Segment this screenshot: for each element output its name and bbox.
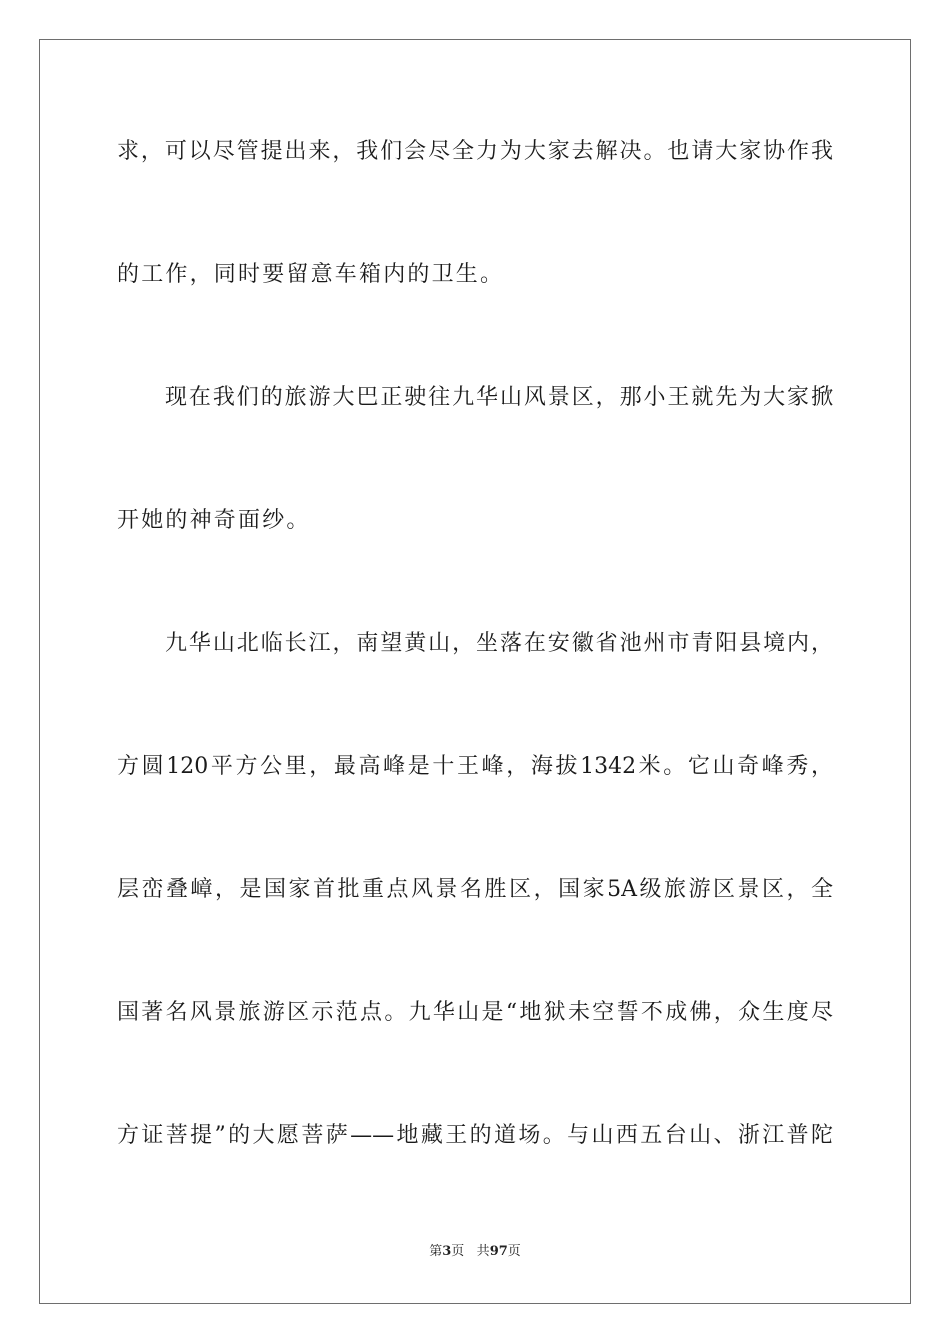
page-footer [0, 1243, 950, 1261]
page-suffix: 页 [451, 1244, 465, 1259]
total-pages: 97 [489, 1244, 508, 1259]
text-line-2: 的工作，同时要留意车箱内的卫生。 [117, 262, 505, 287]
text-line-5: 九华山北临长江，南望黄山，坐落在安徽省池州市青阳县境内， [165, 631, 833, 656]
total-prefix: 共 [476, 1244, 490, 1259]
text-line-7: 层峦叠嶂，是国家首批重点风景名胜区，国家5A级旅游区景区，全 [117, 877, 833, 902]
text-line-1: 求，可以尽管提出来，我们会尽全力为大家去解决。也请大家协作我 [117, 139, 833, 164]
text-line-4: 开她的神奇面纱。 [117, 508, 311, 533]
text-line-9: 方证菩提”的大愿菩萨——地藏王的道场。与山西五台山、浙江普陀 [117, 1123, 833, 1148]
page-prefix: 第 [429, 1244, 443, 1259]
text-line-6: 方圆120平方公里，最高峰是十王峰，海拔1342米。它山奇峰秀， [117, 754, 833, 779]
page-border [39, 39, 911, 1304]
page-number: 3 [442, 1244, 452, 1259]
text-line-3: 现在我们的旅游大巴正驶往九华山风景区，那小王就先为大家掀 [165, 385, 833, 410]
total-suffix: 页 [507, 1244, 521, 1259]
text-line-8: 国著名风景旅游区示范点。九华山是“地狱未空誓不成佛，众生度尽 [117, 1000, 833, 1025]
